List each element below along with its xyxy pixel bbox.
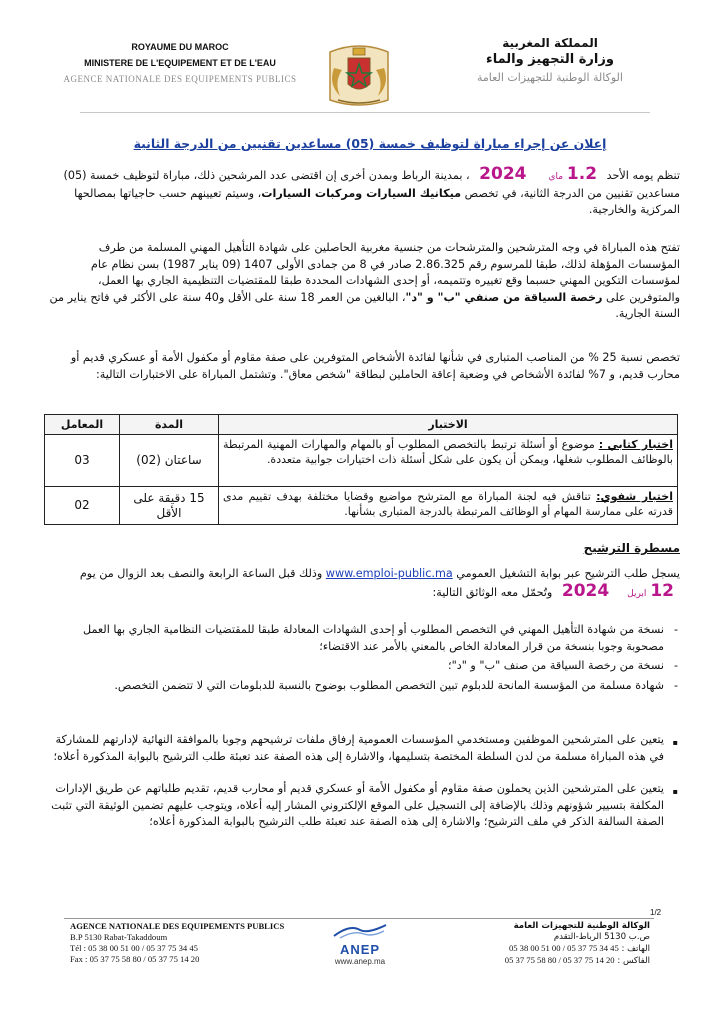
notes-list xyxy=(46,732,678,831)
header-fr-ministry: MINISTERE DE L'EQUIPEMENT ET DE L'EAU xyxy=(84,58,276,68)
list-item xyxy=(46,781,678,831)
document-text: نسخة من شهادة التأهيل المهني في التخصص المطلوب أو إحدى الشهادات المعادلة طبقا للمقتضيات النظامية الجاري بها العمل مصحوبة وجوبا بنسخة من قرار المعادلة الخاص بالمعني بالأمر عند الاقتضاء؛ xyxy=(82,623,664,653)
emploi-public-link[interactable]: www.emploi-public.ma xyxy=(325,567,453,580)
footer-fr-fax: Fax : 05 37 75 58 80 / 05 37 75 14 20 xyxy=(70,954,200,964)
application-paragraph xyxy=(46,566,680,602)
anep-logo-swoosh-icon xyxy=(330,922,390,940)
dash-bullet-icon: - xyxy=(673,623,678,636)
footer-fr-address: B.P 5130 Rabat-Takaddoum xyxy=(70,932,168,942)
application-end: وتُحمّل معه الوثائق التالية: xyxy=(432,585,553,599)
intro-lead: تنظم يومه الأحد xyxy=(606,169,680,182)
exam-written-desc: موضوع أو أسئلة ترتبط بالتخصص المطلوب أو بالمهام والمهارات المهنية المرتبطة بالوظائف المطلوب شغلها، ويمكن أن يكون على شكل أسئلة ذات اختيارات جوابية متعددة. xyxy=(223,438,673,466)
dash-bullet-icon: - xyxy=(673,678,678,692)
footer-ar-fax: 05 37 75 58 80 / 05 37 75 14 20 xyxy=(504,955,615,965)
deadline-stamp-year: 2024 xyxy=(561,580,610,601)
note-text: يتعين على المترشحين الذين يحملون صفة مقاوم أو مكفول الأمة أو عسكري قديم أو محارب قديم، تقديم طلباتهم عن طريق الإدارات المكلفة بتسيير شؤونهم وذلك بالإضافة إلى التسجيل على الموقع الإلكتروني المشار إليه أعلاه، ويتوجب عليهم تضمين الوثيقة التي تثبت الصفة السالفة الذكر في ملف الترشيح؛ والاشارة إلى هذه الصفة عند تعبئة طلب الترشيح بالبوابة المذكورة أعلاه؛ xyxy=(51,782,664,829)
anep-logo xyxy=(322,922,398,966)
col-header-test: الاختبار xyxy=(219,415,678,435)
anep-website[interactable]: www.anep.ma xyxy=(334,957,386,966)
application-heading: مسطرة الترشيح xyxy=(583,541,680,555)
stamp-month: ماي xyxy=(548,172,564,182)
table-row xyxy=(45,487,678,525)
intro-paragraph xyxy=(46,166,680,219)
date-stamp-exam xyxy=(479,166,597,186)
footer-fr-phone: Tél : 05 38 00 51 00 / 05 37 75 34 45 xyxy=(70,943,198,953)
exams-header-row xyxy=(45,415,678,435)
document-text: نسخة من رخصة السياقة من صنف "ب" و "د"؛ xyxy=(448,659,664,673)
intro-specialty: ميكانيك السيارات ومركبات السيارات xyxy=(261,186,462,200)
footer-ar-fax-row xyxy=(440,955,650,967)
exam-oral-duration: 15 دقيقة على الأقل xyxy=(120,487,219,525)
footer-ar-phone-label: الهاتف : xyxy=(621,944,650,954)
date-stamp-deadline xyxy=(561,580,674,603)
documents-list-wrap xyxy=(46,622,678,697)
header-ar xyxy=(420,36,680,84)
exam-oral-cell xyxy=(219,487,678,525)
quota-paragraph: تخصص نسبة 25 % من المناصب المتبارى في شأنها لفائدة الأشخاص المتوفرين على صفة مقاوم أو مكفول الأمة أو عسكري قديم أو محارب قديم، و 7% لفائدة الأشخاص في وضعية إعاقة الحاملين لبطاقة "شخص معاق". وتشتمل المباراة على الاختبارات التالية: xyxy=(70,351,680,381)
eligibility-text-b: ، البالغين من العمر 18 سنة على الأقل و40 سنة على الأكثر في فاتح يناير من السنة الجارية. xyxy=(49,290,680,321)
footer-ar-name: الوكالة الوطنية للتجهيزات العامة xyxy=(513,921,650,931)
notes-wrap xyxy=(46,732,678,834)
note-text: يتعين على المترشحين الموظفين ومستخدمي المؤسسات العمومية إرفاق ملفات ترشيحهم وجوبا بالموافقة النهائية لإدارتهم للمشاركة في هذه المباراة مسلمة من لدن السلطة المختصة بتسليمها، والاشارة إلى هذه الصفة عند تعبئة طلب الترشيح بالبوابة المذكورة أعلاه؛ xyxy=(53,733,664,763)
exam-written-cell xyxy=(219,435,678,487)
eligibility-text-a: تفتح هذه المباراة في وجه المترشحين والمترشحات من جنسية مغربية الحاصلين على شهادة التأهيل المهني المسلمة من طرف المؤسسات المؤهلة لذلك، طبقا للمرسوم رقم 2.86.325 صادر في 8 من جمادى الأولى 1407 (09 يناير 1987) بسن نظام عام لمؤسسات التكوين المهني حسبما وقع تغييره وتتميمه، أو إحدى الشهادات المحددة طبقا للمقتضيات التنظيمية الجاري بها العمل، والمتوفرين على xyxy=(90,241,680,304)
application-mid: وذلك قبل الساعة الرابعة والنصف بعد الزوال من يوم xyxy=(79,567,323,580)
exam-oral-coef: 02 xyxy=(45,487,120,525)
eligibility-paragraph xyxy=(46,240,680,323)
header-ar-ministry: وزارة التجهيز والماء xyxy=(486,52,614,67)
table-row xyxy=(45,435,678,487)
footer-fr-name: AGENCE NATIONALE DES EQUIPEMENTS PUBLICS xyxy=(70,921,285,931)
deadline-stamp-month: ابريل xyxy=(627,588,647,599)
square-bullet-icon: ▪ xyxy=(672,787,678,797)
header-fr-agency: AGENCE NATIONALE DES EQUIPEMENTS PUBLICS xyxy=(63,74,297,84)
header-fr-kingdom: ROYAUME DU MAROC xyxy=(131,42,229,52)
header-ar-agency: الوكالة الوطنية للتجهيزات العامة xyxy=(477,71,623,84)
exam-written-duration: ساعتان (02) xyxy=(120,435,219,487)
footer-ar-fax-label: الفاكس : xyxy=(617,956,650,966)
documents-list xyxy=(46,622,678,694)
intro-rest: ، بمدينة الرباط وبمدن أخرى إن اقتضى عدد المرشحين ذلك، مباراة لتوظيف خمسة (05) مساعدين تقنيين من الدرجة الثانية، في تخصص xyxy=(63,169,680,200)
exam-oral-label: اختبار شفوي: xyxy=(596,490,673,503)
stamp-day: 1.2 xyxy=(566,164,598,184)
footer-ar xyxy=(440,921,650,967)
exam-written-coef: 03 xyxy=(45,435,120,487)
anep-logo-text: ANEP xyxy=(339,942,381,957)
page-number: 1/2 xyxy=(650,908,662,917)
application-lead: يسجل طلب الترشيح عبر بوابة التشغيل العمومي xyxy=(456,567,680,580)
list-item xyxy=(46,622,678,655)
exam-written-label: اختبار كتابي : xyxy=(598,438,673,451)
square-bullet-icon: ▪ xyxy=(672,738,678,747)
col-header-coef: المعامل xyxy=(45,415,120,435)
coat-of-arms-emblem xyxy=(322,44,396,110)
exam-oral-desc: تناقش فيه لجنة المباراة مع المترشح مواضيع وقضايا مختلفة بهدف تقييم مدى قدرته على ممارسة المهام أو الوظائف المرتبطة بالدرجة المتبارى بشأنها. xyxy=(223,490,673,518)
footer-ar-phone: 05 38 00 51 00 / 05 37 75 34 45 xyxy=(508,943,619,953)
stamp-year: 2024 xyxy=(479,164,527,184)
header-divider xyxy=(80,112,650,113)
footer-fr xyxy=(70,921,310,965)
list-item xyxy=(46,658,678,675)
footer-divider xyxy=(64,918,654,919)
announcement-title: إعلان عن إجراء مباراة لتوظيف خمسة (05) مساعدين تقنيين من الدرجة الثانية xyxy=(133,136,607,151)
document-text: شهادة مسلمة من المؤسسة المانحة للدبلوم تبين التخصص المطلوب بوضوح بالنسبة للدبلومات التي لا تتضمن التخصص. xyxy=(114,678,664,692)
header-ar-kingdom: المملكة المغربية xyxy=(502,36,598,50)
exams-table xyxy=(44,414,678,525)
deadline-stamp-day: 12 xyxy=(650,580,674,601)
intro-end: ، وسيتم تعيينهم حسب حاجياتها بمصالحها المركزية والخارجية. xyxy=(74,186,680,217)
list-item xyxy=(46,732,678,765)
footer-ar-phone-row xyxy=(440,943,650,955)
list-item xyxy=(46,678,678,695)
footer-ar-address: ص.ب 5130 الرباط-التقدم xyxy=(553,932,650,942)
col-header-duration: المدة xyxy=(120,415,219,435)
eligibility-license: رخصة السياقة من صنفي "ب" و "د" xyxy=(405,290,603,304)
dash-bullet-icon: - xyxy=(673,659,678,673)
header-fr xyxy=(40,42,320,84)
